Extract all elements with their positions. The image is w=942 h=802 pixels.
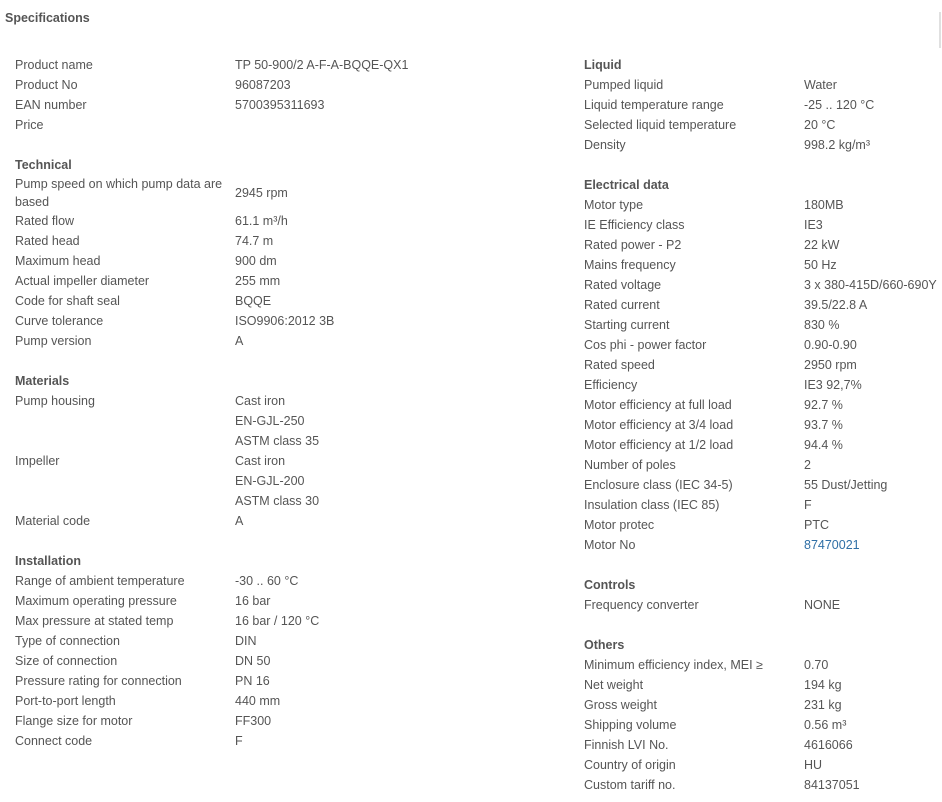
spec-label: Code for shaft seal (15, 294, 120, 308)
spec-label: Finnish LVI No. (584, 738, 669, 752)
spec-label: Rated head (15, 234, 80, 248)
spec-label: Custom tariff no. (584, 778, 676, 792)
section-title: Materials (15, 374, 70, 388)
spec-row (15, 115, 555, 135)
spec-value: F (804, 498, 812, 512)
spec-row (584, 455, 942, 475)
spec-label: Gross weight (584, 698, 657, 712)
spec-value: A (235, 334, 244, 348)
spec-row (15, 671, 555, 691)
spec-value: 96087203 (235, 78, 291, 92)
right-column (584, 55, 942, 795)
spec-row (15, 75, 555, 95)
spec-label: Pumped liquid (584, 78, 664, 92)
spec-label: Maximum head (15, 254, 101, 268)
spec-row (584, 675, 942, 695)
spec-value: PTC (804, 518, 829, 532)
spec-value: 5700395311693 (235, 98, 325, 112)
spec-row (15, 391, 555, 451)
spec-row (584, 115, 942, 135)
spec-label: Minimum efficiency index, MEI ≥ (584, 658, 763, 672)
spec-value: ISO9906:2012 3B (235, 314, 335, 328)
spec-value: 2945 rpm (235, 186, 288, 200)
section-title: Others (584, 638, 625, 652)
spec-row (15, 591, 555, 611)
others-section (584, 635, 942, 795)
spec-row (584, 495, 942, 515)
spec-label: Material code (15, 514, 91, 528)
spec-row (15, 291, 555, 311)
spec-value: PN 16 (235, 674, 270, 688)
spec-row (584, 715, 942, 735)
spec-row (15, 731, 555, 751)
spec-label: Size of connection (15, 654, 118, 668)
spec-label: Rated speed (584, 358, 655, 372)
spec-label: Impeller (15, 454, 60, 468)
left-column (15, 55, 555, 751)
section-title: Installation (15, 554, 81, 568)
spec-value: A (235, 514, 244, 528)
spec-label: Product name (15, 58, 93, 72)
spec-row (584, 535, 942, 555)
section-title: Electrical data (584, 178, 669, 192)
materials-section (15, 371, 555, 531)
spec-label: EAN number (15, 98, 87, 112)
spec-value: HU (804, 758, 823, 772)
spec-row (15, 271, 555, 291)
spec-value: 900 dm (235, 254, 277, 268)
spec-label: Motor efficiency at full load (584, 398, 732, 412)
spec-value: 94.4 % (804, 438, 843, 452)
spec-row (15, 331, 555, 351)
spec-value: EN-GJL-200 (235, 474, 305, 488)
spec-value: 93.7 % (804, 418, 843, 432)
spec-label: Efficiency (584, 378, 638, 392)
spec-value: -30 .. 60 °C (235, 574, 299, 588)
spec-label: Rated power - P2 (584, 238, 682, 252)
spec-value: 194 kg (804, 678, 842, 692)
spec-label: Pump housing (15, 394, 95, 408)
spec-row (15, 571, 555, 591)
spec-row (584, 595, 942, 615)
spec-row (584, 75, 942, 95)
spec-value: 50 Hz (804, 258, 837, 272)
spec-value: 2950 rpm (804, 358, 857, 372)
spec-row (15, 691, 555, 711)
spec-label: Range of ambient temperature (15, 574, 185, 588)
motor-no-link[interactable]: 87470021 (804, 538, 860, 552)
spec-label: Flange size for motor (15, 714, 133, 728)
spec-row (584, 375, 942, 395)
spec-value: 61.1 m³/h (235, 214, 288, 228)
spec-value: 74.7 m (235, 234, 274, 248)
spec-value: F (235, 734, 243, 748)
spec-row (584, 195, 942, 215)
spec-label: Cos phi - power factor (584, 338, 707, 352)
spec-value: 16 bar (235, 594, 271, 608)
spec-value: 998.2 kg/m³ (804, 138, 871, 152)
spec-label: Max pressure at stated temp (15, 614, 174, 628)
spec-row (584, 215, 942, 235)
page-title: Specifications (5, 11, 90, 25)
spec-label: Motor protec (584, 518, 655, 532)
spec-value: TP 50-900/2 A-F-A-BQQE-QX1 (235, 58, 409, 72)
spec-row (15, 611, 555, 631)
spec-label: Price (15, 118, 44, 132)
spec-value: EN-GJL-250 (235, 414, 305, 428)
section-title: Liquid (584, 58, 622, 72)
spec-label: Pressure rating for connection (15, 674, 182, 688)
controls-section (584, 575, 942, 615)
spec-value: ASTM class 30 (235, 494, 320, 508)
spec-value: 55 Dust/Jetting (804, 478, 888, 492)
general-section (15, 55, 555, 135)
spec-label: Curve tolerance (15, 314, 104, 328)
spec-row (584, 755, 942, 775)
spec-label: Net weight (584, 678, 644, 692)
spec-row (584, 695, 942, 715)
spec-label: Pump speed on which pump data are based (15, 177, 223, 209)
spec-label: Starting current (584, 318, 670, 332)
spec-label: Motor efficiency at 3/4 load (584, 418, 734, 432)
spec-value: IE3 92,7% (804, 378, 862, 392)
spec-value: 2 (804, 458, 811, 472)
spec-label: Actual impeller diameter (15, 274, 150, 288)
spec-row (15, 651, 555, 671)
spec-label: Frequency converter (584, 598, 699, 612)
spec-row (584, 655, 942, 675)
spec-row (584, 275, 942, 295)
spec-label: Enclosure class (IEC 34-5) (584, 478, 733, 492)
spec-row (584, 335, 942, 355)
scroll-divider (939, 12, 941, 48)
technical-section (15, 155, 555, 351)
spec-value: Cast iron (235, 394, 286, 408)
spec-label: Country of origin (584, 758, 676, 772)
spec-label: Insulation class (IEC 85) (584, 498, 720, 512)
spec-value: IE3 (804, 218, 823, 232)
spec-value: Water (804, 78, 837, 92)
spec-label: Density (584, 138, 626, 152)
spec-row (15, 95, 555, 115)
spec-row (584, 295, 942, 315)
spec-label: Pump version (15, 334, 92, 348)
spec-row (15, 511, 555, 531)
spec-row (15, 55, 555, 75)
spec-label: Mains frequency (584, 258, 676, 272)
spec-value: ASTM class 35 (235, 434, 320, 448)
spec-value: 0.70 (804, 658, 829, 672)
spec-value: 39.5/22.8 A (804, 298, 868, 312)
spec-value: 180MB (804, 198, 844, 212)
spec-value: 3 x 380-415D/660-690Y (804, 278, 937, 292)
spec-label: Liquid temperature range (584, 98, 724, 112)
spec-value: DIN (235, 634, 257, 648)
spec-row (584, 355, 942, 375)
spec-value: DN 50 (235, 654, 271, 668)
electrical-section (584, 175, 942, 555)
spec-value: 231 kg (804, 698, 842, 712)
spec-value: FF300 (235, 714, 272, 728)
spec-row (15, 211, 555, 231)
spec-row (584, 415, 942, 435)
section-title: Controls (584, 578, 636, 592)
spec-label: Motor No (584, 538, 636, 552)
spec-row (15, 451, 555, 511)
spec-row (584, 435, 942, 455)
spec-row (15, 175, 555, 211)
spec-value: 84137051 (804, 778, 860, 792)
spec-value: Cast iron (235, 454, 286, 468)
spec-row (584, 475, 942, 495)
spec-row (584, 315, 942, 335)
spec-value: 22 kW (804, 238, 840, 252)
spec-label: Type of connection (15, 634, 120, 648)
spec-label: Rated voltage (584, 278, 662, 292)
spec-row (584, 255, 942, 275)
spec-label: Rated current (584, 298, 660, 312)
spec-label: Connect code (15, 734, 93, 748)
spec-row (584, 775, 942, 795)
spec-row (584, 515, 942, 535)
spec-row (584, 95, 942, 115)
spec-value: 830 % (804, 318, 840, 332)
spec-row (584, 735, 942, 755)
spec-value: BQQE (235, 294, 272, 308)
spec-row (584, 395, 942, 415)
spec-row (584, 235, 942, 255)
spec-row (15, 711, 555, 731)
spec-label: Shipping volume (584, 718, 677, 732)
spec-label: Number of poles (584, 458, 676, 472)
spec-value: NONE (804, 598, 841, 612)
spec-row (584, 135, 942, 155)
spec-label: Motor type (584, 198, 644, 212)
spec-row (15, 231, 555, 251)
spec-value: 0.56 m³ (804, 718, 847, 732)
spec-label: Rated flow (15, 214, 75, 228)
spec-value: 16 bar / 120 °C (235, 614, 320, 628)
installation-section (15, 551, 555, 751)
spec-row (15, 311, 555, 331)
spec-label: Port-to-port length (15, 694, 116, 708)
spec-label: Product No (15, 78, 78, 92)
section-title: Technical (15, 158, 72, 172)
spec-value: 92.7 % (804, 398, 843, 412)
liquid-section (584, 55, 942, 155)
spec-value: 440 mm (235, 694, 281, 708)
spec-value: 255 mm (235, 274, 281, 288)
spec-value: 20 °C (804, 118, 836, 132)
spec-label: Selected liquid temperature (584, 118, 737, 132)
spec-label: Motor efficiency at 1/2 load (584, 438, 734, 452)
spec-value: 4616066 (804, 738, 853, 752)
spec-label: IE Efficiency class (584, 218, 685, 232)
spec-row (15, 251, 555, 271)
spec-value: 0.90-0.90 (804, 338, 857, 352)
spec-label: Maximum operating pressure (15, 594, 177, 608)
spec-value: -25 .. 120 °C (804, 98, 875, 112)
spec-row (15, 631, 555, 651)
